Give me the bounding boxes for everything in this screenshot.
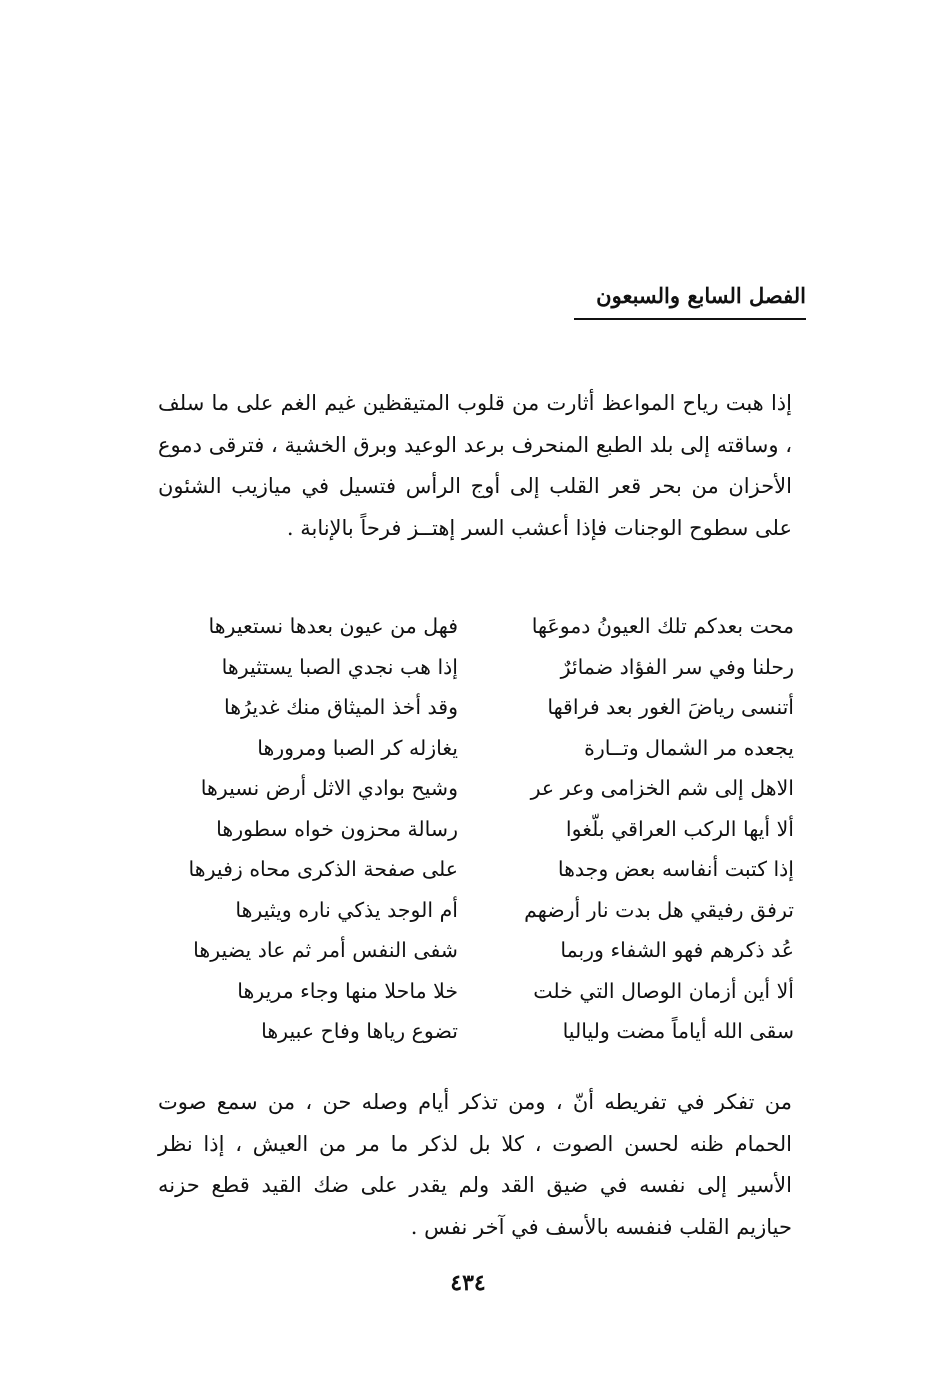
page-number: ٤٣٤	[450, 1270, 486, 1296]
verse-second-hemistich: شفى النفس أمر ثم عاد يضيرها	[193, 938, 458, 962]
poem-verse	[158, 687, 794, 728]
verse-second-hemistich: على صفحة الذكرى محاه زفيرها	[188, 857, 458, 881]
verse-first-hemistich: يجعده مر الشمال وتــارة	[584, 735, 794, 760]
verse-first-hemistich: سقى الله أياماً مضت ولياليا	[562, 1019, 794, 1043]
verse-second-hemistich: خلا ماحلا منها وجاء مريرها	[237, 978, 458, 1003]
verse-second-hemistich: وشيح بوادي الاثل أرض نسيرها	[200, 776, 458, 800]
verse-second-hemistich: تضوع رياها وفاح عبيرها	[261, 1019, 458, 1043]
poem-verse	[158, 768, 794, 809]
verse-first-hemistich: ألا أين أزمان الوصال التي خلت	[533, 978, 794, 1003]
verse-second-hemistich: رسالة محزون خواه سطورها	[216, 816, 458, 841]
poem-verse	[158, 849, 794, 890]
verse-first-hemistich: عُد ذكرهم فهو الشفاء وربما	[560, 938, 794, 962]
verse-second-hemistich: إذا هب نجدي الصبا يستثيرها	[221, 654, 458, 679]
chapter-title: الفصل السابع والسبعون	[574, 283, 806, 320]
poem-verse	[158, 728, 794, 769]
poem-verse	[158, 890, 794, 931]
poem-verse	[158, 1011, 794, 1052]
verse-first-hemistich: ترفق رفيقي هل بدت نار أرضهم	[524, 897, 794, 922]
poem-verse	[158, 606, 794, 647]
verse-second-hemistich: يغازله كر الصبا ومرورها	[257, 735, 458, 760]
poem-verse	[158, 809, 794, 850]
paragraph-closing	[158, 1082, 792, 1248]
verse-first-hemistich: رحلنا وفي سر الفؤاد ضمائرٌ	[560, 654, 794, 679]
verse-first-hemistich: إذا كتبت أنفاسه بعض وجدها	[557, 857, 794, 881]
verse-first-hemistich: محت بعدكم تلك العيونُ دموعَها	[531, 614, 794, 638]
verse-first-hemistich: ألا أيها الركب العراقي بلّغوا	[565, 816, 794, 841]
poem-verse	[158, 930, 794, 971]
verse-first-hemistich: الاهل إلى شم الخزامى وعر عر	[530, 776, 794, 800]
paragraph-closing-text: من تفكر في تفريطه أنّ ، ومن تذكر أيام وصله حن ، من سمع صوت الحمام ظنه لحسن الصوت ، كلا بل لذكر ما مر من العيش ، إذا نظر الأسير إلى نفسه في ضيق القد ولم يقدر على ضك القيد قطع حزنه حيازيم القلب فنفسه بالأسف في آخر نفس .	[158, 1090, 792, 1239]
poem-verse	[158, 971, 794, 1012]
verse-first-hemistich: أتنسى رياضَ الغور بعد فراقها	[547, 695, 794, 719]
poem	[158, 606, 794, 1052]
verse-second-hemistich: فهل من عيون بعدها نستعيرها	[208, 614, 458, 638]
verse-second-hemistich: وقد أخذ الميثاق منك غديرُها	[224, 695, 458, 719]
verse-second-hemistich: أم الوجد يذكي ناره ويثيرها	[235, 897, 458, 922]
poem-verse	[158, 647, 794, 688]
paragraph-intro	[158, 383, 792, 549]
paragraph-intro-text: إذا هبت رياح المواعظ أثارت من قلوب المتيقظين غيم الغم على ما سلف ، وساقته إلى بلد الطبع المنحرف برعد الوعيد وبرق الخشية ، فترقى دموع الأحزان من بحر قعر القلب إلى أوج الرأس فتسيل في ميازيب الشئون على سطوح الوجنات فإذا أعشب السر إهتــز فرحاً بالإنابة .	[158, 391, 792, 540]
